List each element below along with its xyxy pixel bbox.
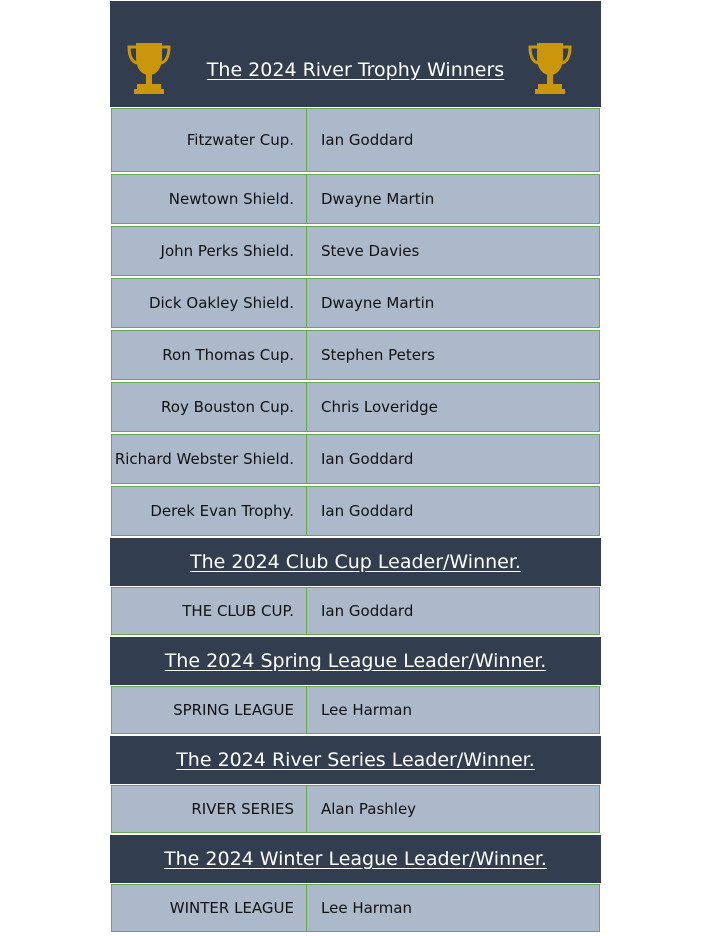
table-row [110,225,601,277]
table-row [110,107,601,173]
winner-name: Stephen Peters [306,330,600,380]
section-heading: The 2024 Winter League Leader/Winner. [110,834,601,883]
table-row [110,485,601,537]
results-sheet [110,1,601,933]
trophy-icon [527,41,573,95]
award-name: Ron Thomas Cup. [111,330,307,380]
title-band [110,1,601,107]
winner-name: Ian Goddard [306,108,600,172]
winner-name: Lee Harman [306,686,600,734]
table-row [110,381,601,433]
table-row [110,433,601,485]
table-row [110,784,601,834]
winner-name: Dwayne Martin [306,278,600,328]
table-row [110,277,601,329]
table-row [110,173,601,225]
winner-name: Ian Goddard [306,486,600,536]
section-heading: The 2024 Spring League Leader/Winner. [110,636,601,685]
award-name: John Perks Shield. [111,226,307,276]
winner-name: Ian Goddard [306,587,600,635]
section-heading: The 2024 Club Cup Leader/Winner. [110,537,601,586]
table-row [110,586,601,636]
award-name: Richard Webster Shield. [111,434,307,484]
award-name: Fitzwater Cup. [111,108,307,172]
page-title: The 2024 River Trophy Winners [206,59,505,81]
table-row [110,685,601,735]
winner-name: Chris Loveridge [306,382,600,432]
award-name: RIVER SERIES [111,785,307,833]
award-name: WINTER LEAGUE [111,884,307,932]
table-row [110,883,601,933]
winner-name: Alan Pashley [306,785,600,833]
winner-name: Lee Harman [306,884,600,932]
winner-name: Steve Davies [306,226,600,276]
award-name: Newtown Shield. [111,174,307,224]
award-name: Derek Evan Trophy. [111,486,307,536]
winner-name: Ian Goddard [306,434,600,484]
award-name: Dick Oakley Shield. [111,278,307,328]
award-name: SPRING LEAGUE [111,686,307,734]
table-row [110,329,601,381]
award-name: THE CLUB CUP. [111,587,307,635]
award-name: Roy Bouston Cup. [111,382,307,432]
section-heading: The 2024 River Series Leader/Winner. [110,735,601,784]
winner-name: Dwayne Martin [306,174,600,224]
